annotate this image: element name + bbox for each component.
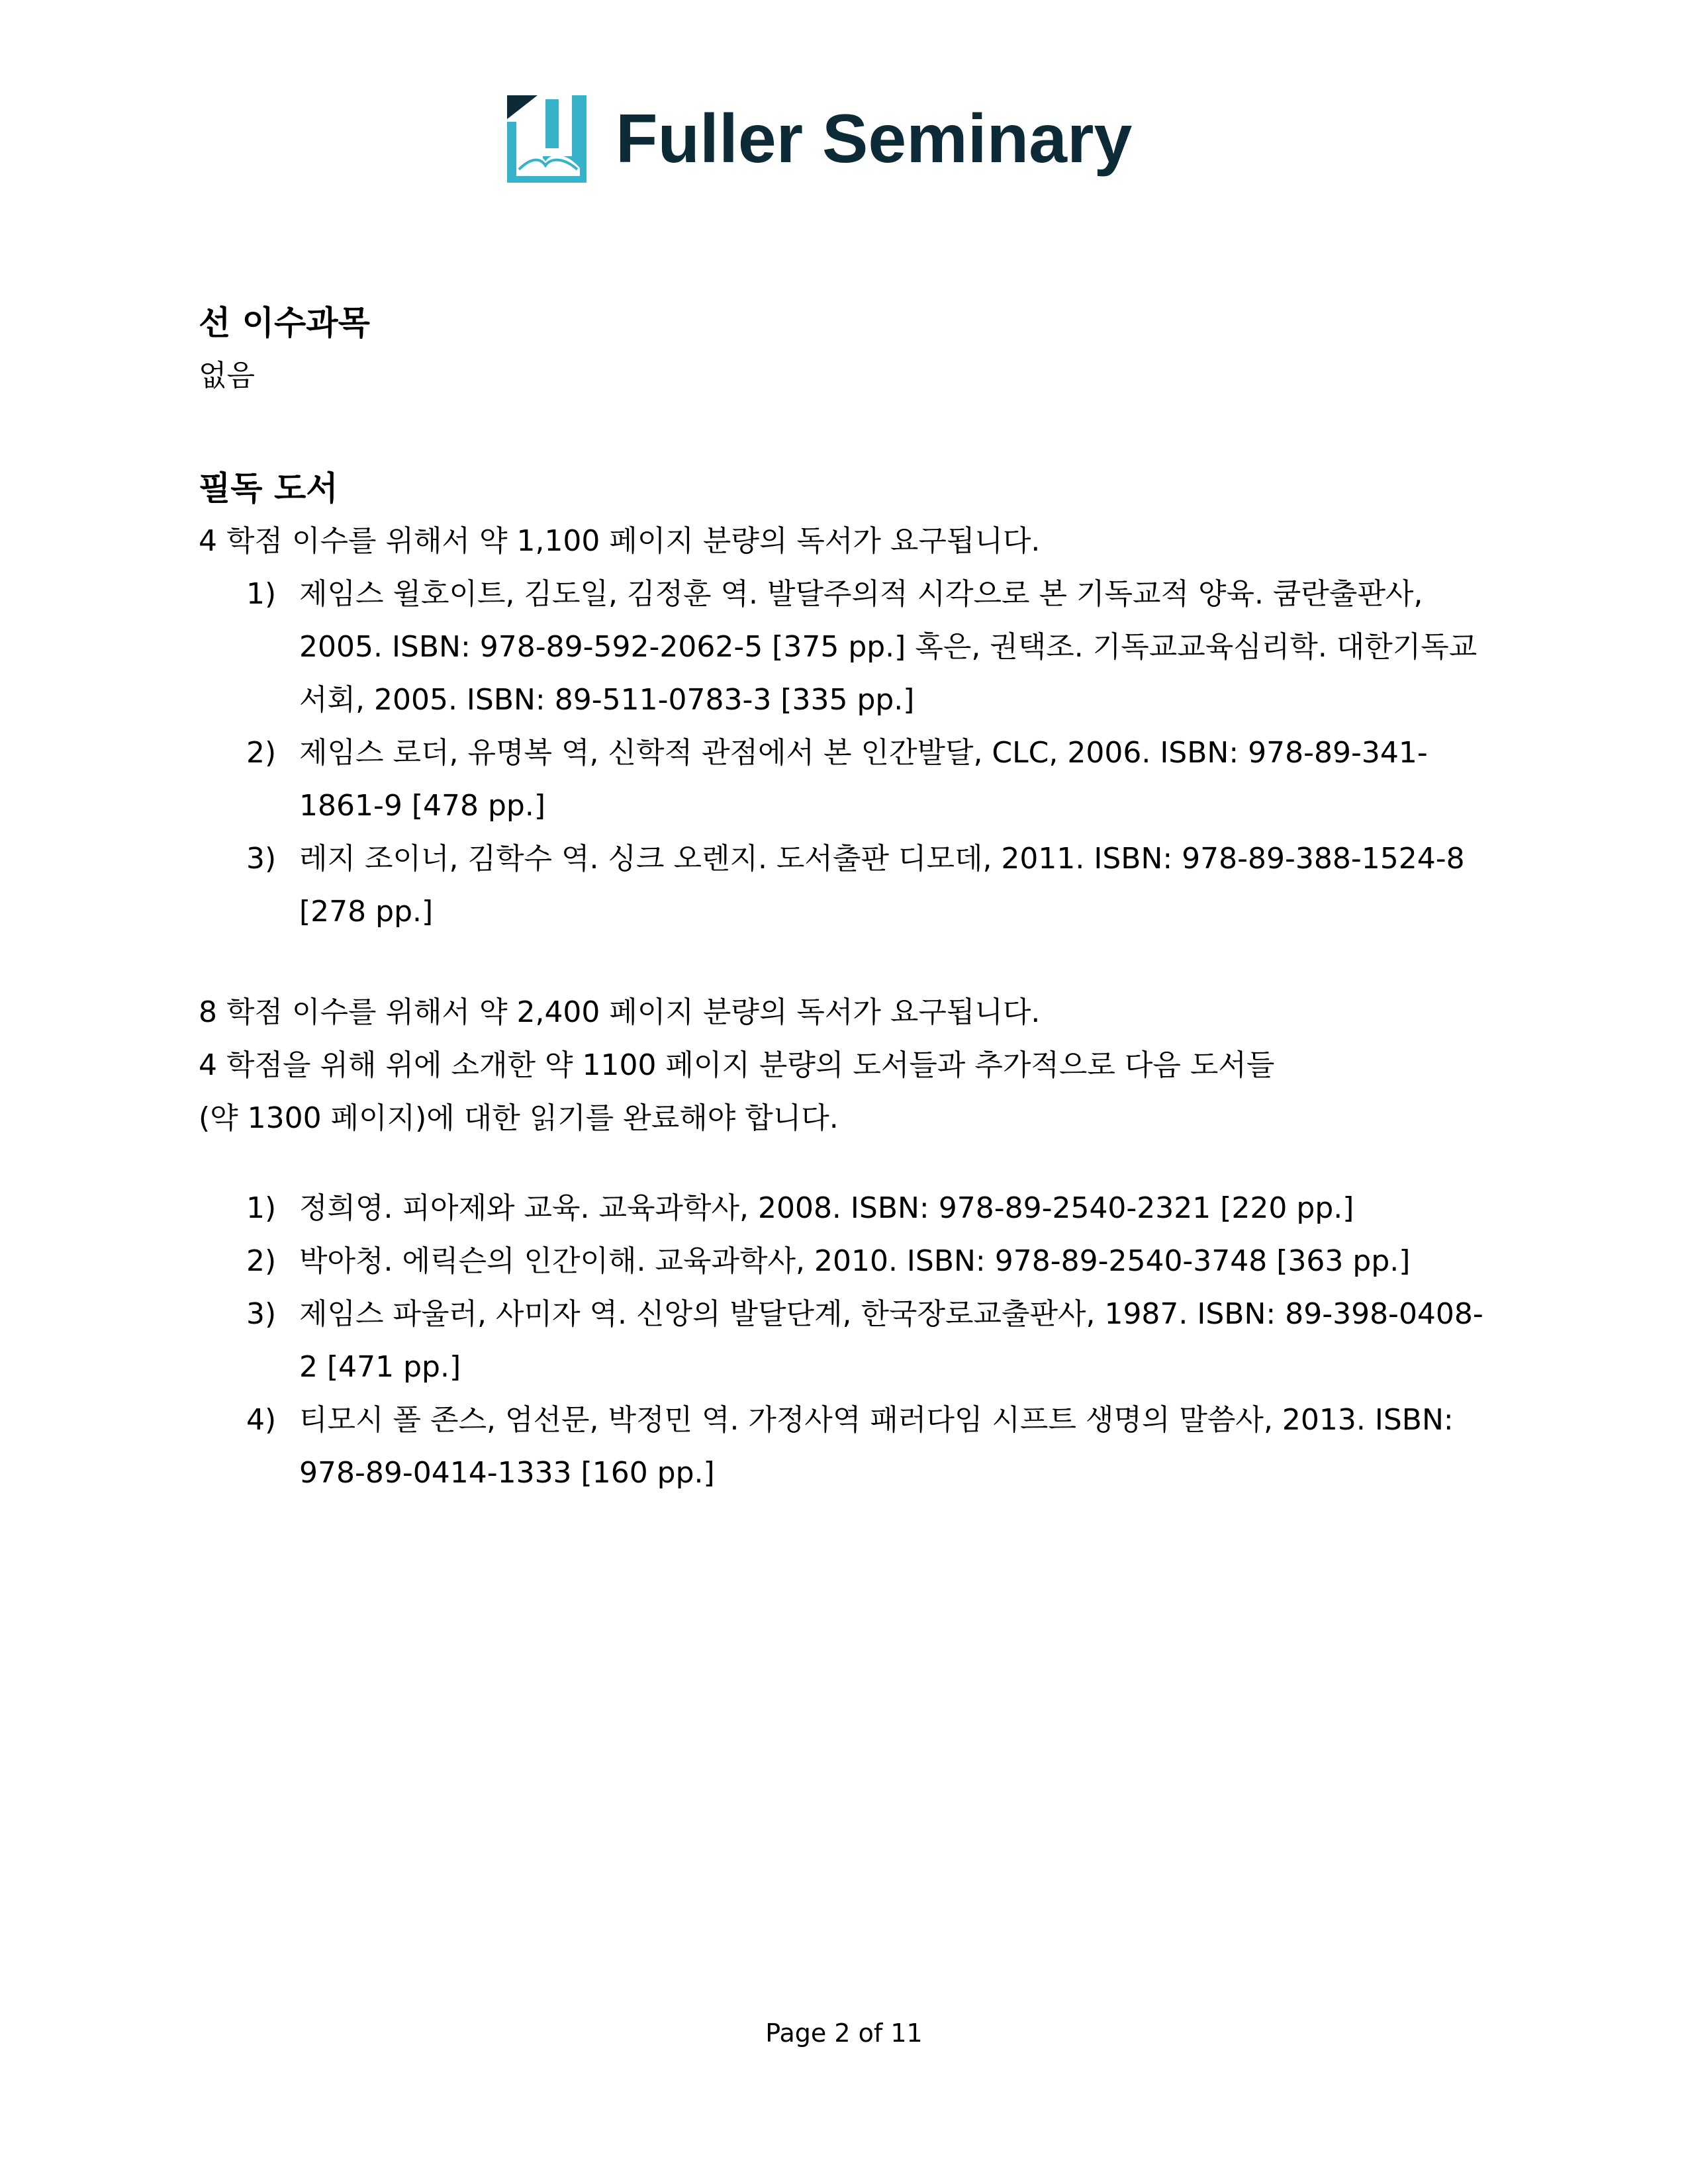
document-body	[199, 296, 1496, 1500]
list-number: 2)	[246, 736, 277, 770]
book-entry: 정희영. 피아제와 교육. 교육과학사, 2008. ISBN: 978-89-2540-2321 [220 pp.]	[299, 1191, 1354, 1225]
spacer	[199, 938, 1496, 986]
list-number: 4)	[246, 1403, 277, 1437]
list-number: 3)	[246, 842, 277, 876]
logo-wordmark: Fuller Seminary	[616, 101, 1133, 177]
prerequisites-heading: 선 이수과목	[199, 304, 370, 342]
book-list-item	[199, 727, 1496, 833]
four-credit-book-list	[199, 568, 1496, 938]
required-books-heading: 필독 도서	[199, 469, 338, 508]
four-credit-intro: 4 학점 이수를 위해서 약 1,100 페이지 분량의 독서가 요구됩니다.	[199, 524, 1041, 558]
list-number: 1)	[246, 1191, 277, 1225]
book-list-item	[199, 568, 1496, 727]
book-entry: 레지 조이너, 김학수 역. 싱크 오렌지. 도서출판 디모데, 2011. ISBN: 978-89-388-1524-8 [278 pp.]	[299, 842, 1465, 929]
book-list-item	[199, 833, 1496, 938]
fuller-seminary-logo	[503, 93, 1132, 185]
open-book-logo-icon	[503, 95, 590, 183]
book-list-item	[199, 1288, 1496, 1394]
eight-credit-intro-line-2: 4 학점을 위해 위에 소개한 약 1100 페이지 분량의 도서들과 추가적으로 다음 도서들	[199, 1048, 1275, 1082]
book-list-item	[199, 1394, 1496, 1500]
book-entry: 티모시 폴 존스, 엄선문, 박정민 역. 가정사역 패러다임 시프트 생명의 말씀사, 2013. ISBN: 978-89-0414-1333 [160 pp.]	[299, 1403, 1454, 1490]
book-entry: 박아청. 에릭슨의 인간이해. 교육과학사, 2010. ISBN: 978-89-2540-3748 [363 pp.]	[299, 1244, 1411, 1278]
book-entry: 제임스 파울러, 사미자 역. 신앙의 발달단계, 한국장로교출판사, 1987. ISBN: 89-398-0408-2 [471 pp.]	[299, 1297, 1483, 1384]
page-number: Page 2 of 11	[765, 2019, 923, 2048]
list-number: 2)	[246, 1244, 277, 1278]
spacer	[199, 402, 1496, 462]
list-number: 1)	[246, 577, 277, 611]
book-entry: 제임스 로더, 유명복 역, 신학적 관점에서 본 인간발달, CLC, 2006. ISBN: 978-89-341-1861-9 [478 pp.]	[299, 736, 1428, 823]
prerequisites-text: 없음	[199, 359, 256, 392]
book-entry: 제임스 윌호이트, 김도일, 김정훈 역. 발달주의적 시각으로 본 기독교적 양육. 쿰란출판사, 2005. ISBN: 978-89-592-2062-5 [375 pp.] 혹은, 권택조. 기독교교육심리학. 대한기독교서회, 2005. ISBN: 89-511-0783-3 [335 pp.]	[299, 577, 1477, 717]
spacer	[199, 1145, 1496, 1182]
book-list-item	[199, 1235, 1496, 1288]
eight-credit-book-list	[199, 1182, 1496, 1500]
book-list-item	[199, 1182, 1496, 1235]
eight-credit-intro-line-1: 8 학점 이수를 위해서 약 2,400 페이지 분량의 독서가 요구됩니다.	[199, 995, 1041, 1029]
list-number: 3)	[246, 1297, 277, 1331]
eight-credit-intro-line-3: (약 1300 페이지)에 대한 읽기를 완료해야 합니다.	[199, 1101, 839, 1135]
